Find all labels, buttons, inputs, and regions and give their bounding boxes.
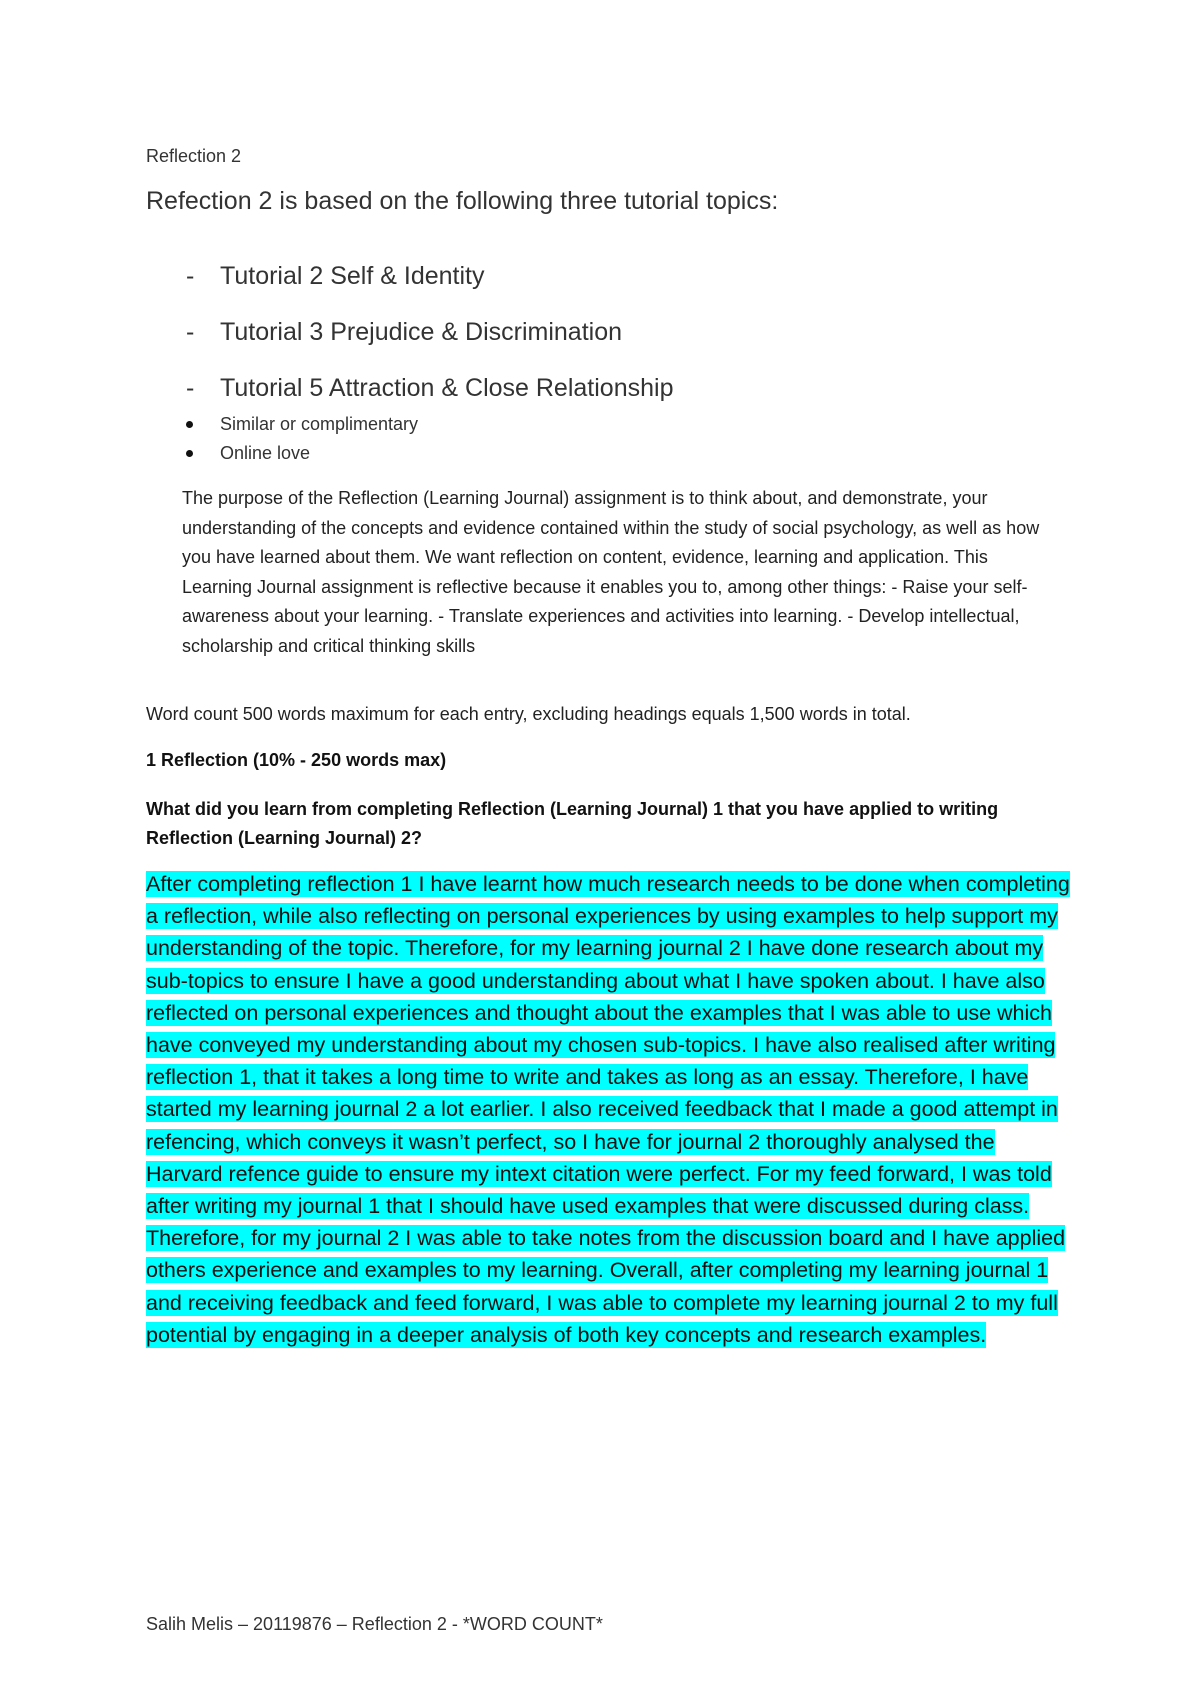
topic-label: Tutorial 5 Attraction & Close Relationship [220,374,674,402]
tutorial-topic-list [186,262,673,430]
dash-marker: - [186,374,195,402]
subtopic-label: Similar or complimentary [220,414,419,434]
topic-item [186,262,673,318]
subtopic-list [186,410,418,468]
bullet-icon [186,421,193,428]
bullet-icon [186,450,193,457]
purpose-paragraph: The purpose of the Reflection (Learning Journal) assignment is to think about, and demonstrate, your understanding of the concepts and evidence contained within the study of social psychology, as well as how you have learned about them. We want reflection on content, evidence, learning and application. This Learning Journal assignment is reflective because it enables you to, among other things: - Raise your self- awareness about your learning. - Translate experiences and activities into learning. - Develop intellectual, scholarship and critical thinking skills [182,488,1040,656]
page-footer: Salih Melis – 20119876 – Reflection 2 - *WORD COUNT* [146,1614,603,1634]
reflection-heading: 1 Reflection (10% - 250 words max) [146,750,447,770]
topic-label: Tutorial 2 Self & Identity [220,262,485,290]
intro-heading: Refection 2 is based on the following three tutorial topics: [146,187,779,215]
reflection-question: What did you learn from completing Reflection (Learning Journal) 1 that you have applied to writing Reflection (Learning Journal) 2? [146,799,999,848]
dash-marker: - [186,262,195,290]
highlighted-answer-text: After completing reflection 1 I have learnt how much research needs to be done when completing a reflection, while also reflecting on personal experiences by using examples to help support my understanding of the topic. Therefore, for my learning journal 2 I have done research about my sub-topics to ensure I have a good understanding about what I have spoken about. I have also reflected on personal experiences and thought about the examples that I was able to use which have conveyed my understanding about my chosen sub-topics. I have also realised after writing reflection 1, that it takes a long time to write and takes as long as an essay. Therefore, I have started my learning journal 2 a lot earlier. I also received feedback that I made a good attempt in refencing, which conveys it wasn’t perfect, so I have for journal 2 thoroughly analysed the Harvard refence guide to ensure my intext citation were perfect. For my feed forward, I was told after writing my journal 1 that I should have used examples that were discussed during class. Therefore, for my journal 2 I was able to take notes from the discussion board and I have applied others experience and examples to my learning. Overall, after completing my learning journal 1 and receiving feedback and feed forward, I was able to complete my learning journal 2 to my full potential by engaging in a deeper analysis of both key concepts and research examples. [146,872,1070,1347]
subtopic-label: Online love [220,443,311,463]
word-count-note: Word count 500 words maximum for each entry, excluding headings equals 1,500 words in total. [146,704,911,724]
document-label: Reflection 2 [146,146,242,166]
dash-marker: - [186,318,195,346]
subtopic-item [186,410,418,439]
answer-paragraph [146,868,1076,1351]
subtopic-item [186,439,418,468]
topic-item [186,318,673,374]
topic-label: Tutorial 3 Prejudice & Discrimination [220,318,623,346]
